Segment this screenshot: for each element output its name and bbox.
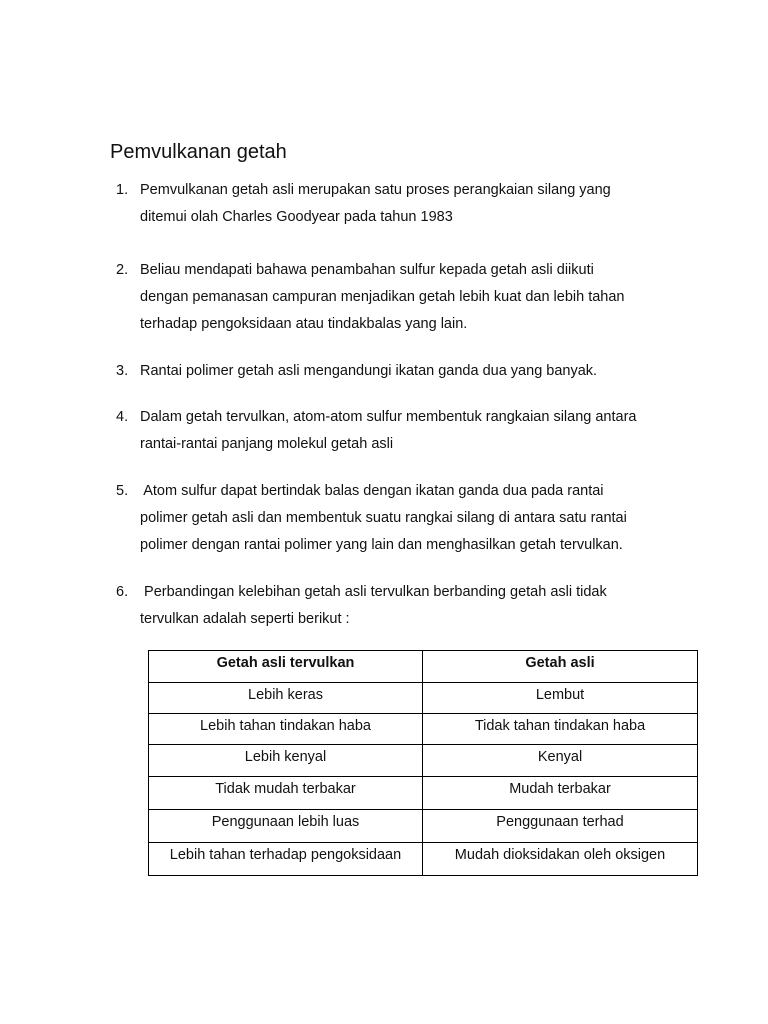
table-cell: Penggunaan terhad (423, 810, 698, 843)
document-title: Pemvulkanan getah (110, 141, 287, 163)
list-item-number: 1. (116, 182, 129, 198)
text-line: ditemui olah Charles Goodyear pada tahun 1983 (140, 209, 453, 225)
text-line: polimer getah asli dan membentuk suatu rangkai silang di antara satu rantai (140, 510, 627, 526)
table-row (149, 745, 698, 777)
list-item-text (140, 257, 700, 338)
list-item-text (140, 177, 700, 231)
list-item-number: 3. (116, 363, 129, 379)
table-cell: Tidak tahan tindakan haba (423, 714, 698, 745)
table-row (149, 714, 698, 745)
text-line: terhadap pengoksidaan atau tindakbalas yang lain. (140, 316, 468, 332)
list-item-number: 5. (116, 483, 129, 499)
table-cell: Lebih tahan tindakan haba (149, 714, 423, 745)
text-line: Pemvulkanan getah asli merupakan satu proses perangkaian silang yang (140, 182, 611, 198)
table-cell: Lebih keras (149, 683, 423, 714)
table-row (149, 843, 698, 876)
table-header-row (149, 651, 698, 683)
table-cell: Lembut (423, 683, 698, 714)
list-item-number: 4. (116, 409, 129, 425)
table-cell: Lebih kenyal (149, 745, 423, 777)
list-item-text (140, 579, 700, 633)
list-item-text (140, 358, 700, 385)
list-item-number: 2. (116, 262, 129, 278)
table-row (149, 683, 698, 714)
text-line: polimer dengan rantai polimer yang lain dan menghasilkan getah tervulkan. (140, 537, 623, 553)
table-cell: Mudah dioksidakan oleh oksigen (423, 843, 698, 876)
text-line: Dalam getah tervulkan, atom-atom sulfur membentuk rangkaian silang antara (140, 409, 637, 425)
list-item-text (140, 478, 700, 559)
text-line: Atom sulfur dapat bertindak balas dengan ikatan ganda dua pada rantai (140, 483, 604, 499)
table-cell: Kenyal (423, 745, 698, 777)
table-cell: Lebih tahan terhadap pengoksidaan (149, 843, 423, 876)
table-cell: Mudah terbakar (423, 777, 698, 810)
table-row (149, 810, 698, 843)
text-line: Perbandingan kelebihan getah asli tervulkan berbanding getah asli tidak (140, 584, 607, 600)
text-line: rantai-rantai panjang molekul getah asli (140, 436, 394, 452)
list-item-text (140, 404, 700, 458)
table-header-cell: Getah asli tervulkan (149, 651, 423, 683)
table-cell: Tidak mudah terbakar (149, 777, 423, 810)
table-row (149, 777, 698, 810)
comparison-table (148, 650, 698, 876)
text-line: dengan pemanasan campuran menjadikan getah lebih kuat dan lebih tahan (140, 289, 625, 305)
text-line: tervulkan adalah seperti berikut : (140, 611, 350, 627)
text-line: Beliau mendapati bahawa penambahan sulfur kepada getah asli diikuti (140, 262, 594, 278)
text-line: Rantai polimer getah asli mengandungi ikatan ganda dua yang banyak. (140, 363, 598, 379)
list-item-number: 6. (116, 584, 129, 600)
table-cell: Penggunaan lebih luas (149, 810, 423, 843)
table-header-cell: Getah asli (423, 651, 698, 683)
